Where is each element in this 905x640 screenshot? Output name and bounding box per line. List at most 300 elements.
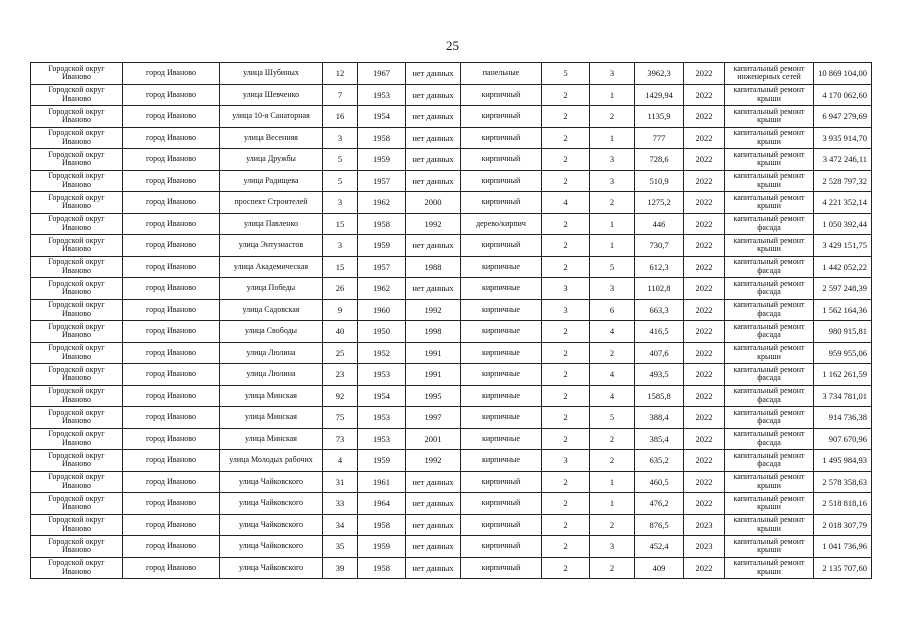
cell-municipality: Городской округ Иваново xyxy=(31,235,123,257)
cell-settlement: город Иваново xyxy=(123,278,220,300)
cell-repair-type: капитальный ремонт фасада xyxy=(725,407,814,429)
cell-house-number: 34 xyxy=(323,514,358,536)
table-row xyxy=(31,471,872,493)
cell-cost: 1 050 392,44 xyxy=(814,213,872,235)
cell-street: улица Люлина xyxy=(220,342,323,364)
cell-entrances: 2 xyxy=(590,106,635,128)
cell-overhaul-year: 1991 xyxy=(406,342,461,364)
cell-wall-material: кирпичный xyxy=(461,170,542,192)
cell-municipality: Городской округ Иваново xyxy=(31,106,123,128)
cell-wall-material: кирпичные xyxy=(461,278,542,300)
cell-repair-year: 2022 xyxy=(684,557,725,579)
cell-house-number: 40 xyxy=(323,321,358,343)
cell-wall-material: кирпичные xyxy=(461,385,542,407)
cell-entrances: 3 xyxy=(590,536,635,558)
cell-wall-material: кирпичные xyxy=(461,321,542,343)
cell-floors: 2 xyxy=(542,235,590,257)
cell-house-number: 33 xyxy=(323,493,358,515)
table-row xyxy=(31,106,872,128)
table-row xyxy=(31,450,872,472)
cell-repair-year: 2022 xyxy=(684,256,725,278)
cell-entrances: 4 xyxy=(590,364,635,386)
cell-settlement: город Иваново xyxy=(123,471,220,493)
cell-repair-year: 2022 xyxy=(684,63,725,85)
cell-entrances: 1 xyxy=(590,493,635,515)
cell-overhaul-year: нет данных xyxy=(406,84,461,106)
cell-repair-type: капитальный ремонт фасада xyxy=(725,385,814,407)
cell-repair-year: 2022 xyxy=(684,149,725,171)
cell-wall-material: кирпичные xyxy=(461,364,542,386)
cell-entrances: 2 xyxy=(590,192,635,214)
cell-wall-material: кирпичный xyxy=(461,235,542,257)
cell-floors: 2 xyxy=(542,428,590,450)
cell-settlement: город Иваново xyxy=(123,213,220,235)
cell-settlement: город Иваново xyxy=(123,84,220,106)
cell-repair-year: 2022 xyxy=(684,278,725,300)
cell-settlement: город Иваново xyxy=(123,450,220,472)
cell-repair-year: 2022 xyxy=(684,471,725,493)
cell-build-year: 1960 xyxy=(358,299,406,321)
cell-build-year: 1953 xyxy=(358,364,406,386)
cell-street: улица Чайковского xyxy=(220,493,323,515)
cell-repair-type: капитальный ремонт фасада xyxy=(725,428,814,450)
cell-overhaul-year: 1995 xyxy=(406,385,461,407)
table-row xyxy=(31,256,872,278)
cell-cost: 4 170 062,60 xyxy=(814,84,872,106)
table-row xyxy=(31,299,872,321)
cell-build-year: 1952 xyxy=(358,342,406,364)
cell-house-number: 35 xyxy=(323,536,358,558)
cell-build-year: 1954 xyxy=(358,385,406,407)
cell-repair-type: капитальный ремонт крыши xyxy=(725,493,814,515)
cell-area: 777 xyxy=(635,127,684,149)
cell-repair-year: 2022 xyxy=(684,192,725,214)
cell-street: улица Весенняя xyxy=(220,127,323,149)
cell-cost: 4 221 352,14 xyxy=(814,192,872,214)
cell-entrances: 1 xyxy=(590,127,635,149)
cell-build-year: 1958 xyxy=(358,213,406,235)
cell-settlement: город Иваново xyxy=(123,536,220,558)
cell-repair-type: капитальный ремонт крыши xyxy=(725,514,814,536)
cell-area: 493,5 xyxy=(635,364,684,386)
cell-area: 3962,3 xyxy=(635,63,684,85)
cell-build-year: 1958 xyxy=(358,557,406,579)
cell-house-number: 7 xyxy=(323,84,358,106)
cell-build-year: 1950 xyxy=(358,321,406,343)
cell-municipality: Городской округ Иваново xyxy=(31,256,123,278)
cell-build-year: 1964 xyxy=(358,493,406,515)
cell-wall-material: кирпичный xyxy=(461,557,542,579)
cell-repair-type: капитальный ремонт крыши xyxy=(725,557,814,579)
cell-cost: 3 472 246,11 xyxy=(814,149,872,171)
cell-repair-year: 2022 xyxy=(684,407,725,429)
cell-house-number: 4 xyxy=(323,450,358,472)
cell-repair-type: капитальный ремонт крыши xyxy=(725,536,814,558)
cell-street: улица Шевченко xyxy=(220,84,323,106)
cell-repair-year: 2022 xyxy=(684,127,725,149)
cell-build-year: 1967 xyxy=(358,63,406,85)
cell-floors: 2 xyxy=(542,127,590,149)
cell-floors: 2 xyxy=(542,213,590,235)
cell-street: улица Энтузиастов xyxy=(220,235,323,257)
cell-area: 635,2 xyxy=(635,450,684,472)
cell-municipality: Городской округ Иваново xyxy=(31,557,123,579)
cell-settlement: город Иваново xyxy=(123,170,220,192)
cell-settlement: город Иваново xyxy=(123,493,220,515)
cell-area: 663,3 xyxy=(635,299,684,321)
cell-overhaul-year: нет данных xyxy=(406,536,461,558)
cell-wall-material: кирпичный xyxy=(461,106,542,128)
cell-wall-material: кирпичный xyxy=(461,536,542,558)
cell-area: 1585,8 xyxy=(635,385,684,407)
cell-wall-material: кирпичные xyxy=(461,342,542,364)
cell-repair-type: капитальный ремонт крыши xyxy=(725,127,814,149)
cell-settlement: город Иваново xyxy=(123,149,220,171)
cell-house-number: 9 xyxy=(323,299,358,321)
cell-house-number: 39 xyxy=(323,557,358,579)
cell-settlement: город Иваново xyxy=(123,342,220,364)
cell-overhaul-year: нет данных xyxy=(406,471,461,493)
cell-entrances: 1 xyxy=(590,471,635,493)
table-row xyxy=(31,84,872,106)
cell-area: 385,4 xyxy=(635,428,684,450)
table-body xyxy=(31,63,872,579)
cell-repair-year: 2022 xyxy=(684,385,725,407)
table-row xyxy=(31,557,872,579)
cell-cost: 914 736,38 xyxy=(814,407,872,429)
cell-floors: 2 xyxy=(542,364,590,386)
cell-entrances: 6 xyxy=(590,299,635,321)
cell-build-year: 1958 xyxy=(358,127,406,149)
cell-repair-type: капитальный ремонт фасада xyxy=(725,364,814,386)
cell-area: 460,5 xyxy=(635,471,684,493)
cell-entrances: 2 xyxy=(590,514,635,536)
cell-overhaul-year: 1991 xyxy=(406,364,461,386)
cell-settlement: город Иваново xyxy=(123,364,220,386)
cell-repair-type: капитальный ремонт крыши xyxy=(725,342,814,364)
cell-build-year: 1962 xyxy=(358,192,406,214)
cell-area: 1135,9 xyxy=(635,106,684,128)
table-row xyxy=(31,192,872,214)
cell-repair-type: капитальный ремонт фасада xyxy=(725,278,814,300)
cell-cost: 1 162 261,59 xyxy=(814,364,872,386)
cell-repair-type: капитальный ремонт крыши xyxy=(725,170,814,192)
cell-area: 407,6 xyxy=(635,342,684,364)
cell-cost: 907 670,96 xyxy=(814,428,872,450)
cell-overhaul-year: 1992 xyxy=(406,450,461,472)
cell-municipality: Городской округ Иваново xyxy=(31,385,123,407)
cell-wall-material: кирпичные xyxy=(461,407,542,429)
cell-cost: 959 955,06 xyxy=(814,342,872,364)
cell-floors: 2 xyxy=(542,342,590,364)
cell-house-number: 23 xyxy=(323,364,358,386)
cell-floors: 2 xyxy=(542,106,590,128)
cell-floors: 5 xyxy=(542,63,590,85)
cell-floors: 2 xyxy=(542,321,590,343)
cell-street: улица Чайковского xyxy=(220,557,323,579)
cell-settlement: город Иваново xyxy=(123,106,220,128)
cell-municipality: Городской округ Иваново xyxy=(31,471,123,493)
cell-street: улица Шубиных xyxy=(220,63,323,85)
cell-overhaul-year: нет данных xyxy=(406,170,461,192)
cell-cost: 2 135 707,60 xyxy=(814,557,872,579)
cell-settlement: город Иваново xyxy=(123,407,220,429)
cell-municipality: Городской округ Иваново xyxy=(31,321,123,343)
cell-entrances: 1 xyxy=(590,235,635,257)
cell-street: улица Свободы xyxy=(220,321,323,343)
cell-repair-type: капитальный ремонт крыши xyxy=(725,84,814,106)
cell-municipality: Городской округ Иваново xyxy=(31,536,123,558)
cell-settlement: город Иваново xyxy=(123,428,220,450)
cell-floors: 2 xyxy=(542,407,590,429)
cell-repair-year: 2022 xyxy=(684,170,725,192)
cell-area: 416,5 xyxy=(635,321,684,343)
cell-overhaul-year: 1992 xyxy=(406,299,461,321)
cell-house-number: 75 xyxy=(323,407,358,429)
cell-floors: 2 xyxy=(542,493,590,515)
cell-entrances: 5 xyxy=(590,256,635,278)
cell-house-number: 3 xyxy=(323,192,358,214)
cell-street: улица Садовская xyxy=(220,299,323,321)
cell-cost: 6 947 279,69 xyxy=(814,106,872,128)
cell-entrances: 5 xyxy=(590,407,635,429)
cell-build-year: 1957 xyxy=(358,170,406,192)
cell-wall-material: панельные xyxy=(461,63,542,85)
cell-street: улица Люлина xyxy=(220,364,323,386)
cell-repair-type: капитальный ремонт инженерных сетей xyxy=(725,63,814,85)
cell-street: улица Павленко xyxy=(220,213,323,235)
cell-repair-year: 2022 xyxy=(684,84,725,106)
cell-street: улица Дружбы xyxy=(220,149,323,171)
cell-area: 409 xyxy=(635,557,684,579)
table-row xyxy=(31,170,872,192)
cell-area: 1102,8 xyxy=(635,278,684,300)
cell-cost: 1 495 984,93 xyxy=(814,450,872,472)
cell-street: улица Минская xyxy=(220,428,323,450)
cell-overhaul-year: 1992 xyxy=(406,213,461,235)
cell-cost: 1 442 052,22 xyxy=(814,256,872,278)
cell-street: улица 10-я Санаторная xyxy=(220,106,323,128)
cell-entrances: 4 xyxy=(590,321,635,343)
cell-house-number: 15 xyxy=(323,256,358,278)
cell-cost: 980 915,81 xyxy=(814,321,872,343)
cell-entrances: 3 xyxy=(590,63,635,85)
table-row xyxy=(31,149,872,171)
cell-settlement: город Иваново xyxy=(123,127,220,149)
cell-house-number: 31 xyxy=(323,471,358,493)
cell-overhaul-year: 1998 xyxy=(406,321,461,343)
cell-wall-material: кирпичные xyxy=(461,256,542,278)
table-row xyxy=(31,364,872,386)
cell-street: улица Чайковского xyxy=(220,514,323,536)
cell-house-number: 3 xyxy=(323,235,358,257)
cell-floors: 3 xyxy=(542,450,590,472)
cell-repair-type: капитальный ремонт фасада xyxy=(725,299,814,321)
cell-area: 452,4 xyxy=(635,536,684,558)
table-row xyxy=(31,127,872,149)
cell-repair-type: капитальный ремонт крыши xyxy=(725,235,814,257)
cell-area: 1429,94 xyxy=(635,84,684,106)
cell-repair-type: капитальный ремонт фасада xyxy=(725,213,814,235)
cell-wall-material: дерево/кирпич xyxy=(461,213,542,235)
cell-build-year: 1957 xyxy=(358,256,406,278)
cell-house-number: 15 xyxy=(323,213,358,235)
cell-area: 612,3 xyxy=(635,256,684,278)
cell-house-number: 25 xyxy=(323,342,358,364)
cell-overhaul-year: 1997 xyxy=(406,407,461,429)
cell-settlement: город Иваново xyxy=(123,192,220,214)
cell-cost: 3 935 914,70 xyxy=(814,127,872,149)
cell-floors: 2 xyxy=(542,471,590,493)
cell-floors: 2 xyxy=(542,256,590,278)
cell-street: улица Молодых рабочих xyxy=(220,450,323,472)
cell-settlement: город Иваново xyxy=(123,514,220,536)
cell-overhaul-year: нет данных xyxy=(406,235,461,257)
cell-entrances: 2 xyxy=(590,450,635,472)
cell-municipality: Городской округ Иваново xyxy=(31,149,123,171)
cell-house-number: 5 xyxy=(323,149,358,171)
cell-cost: 2 518 818,16 xyxy=(814,493,872,515)
cell-repair-year: 2022 xyxy=(684,342,725,364)
cell-floors: 2 xyxy=(542,385,590,407)
cell-municipality: Городской округ Иваново xyxy=(31,364,123,386)
cell-wall-material: кирпичный xyxy=(461,493,542,515)
cell-repair-type: капитальный ремонт крыши xyxy=(725,471,814,493)
cell-entrances: 3 xyxy=(590,170,635,192)
cell-house-number: 5 xyxy=(323,170,358,192)
cell-settlement: город Иваново xyxy=(123,557,220,579)
cell-municipality: Городской округ Иваново xyxy=(31,428,123,450)
cell-cost: 10 869 104,00 xyxy=(814,63,872,85)
cell-overhaul-year: нет данных xyxy=(406,557,461,579)
cell-overhaul-year: нет данных xyxy=(406,106,461,128)
cell-wall-material: кирпичный xyxy=(461,127,542,149)
cell-settlement: город Иваново xyxy=(123,256,220,278)
table-row xyxy=(31,407,872,429)
cell-entrances: 1 xyxy=(590,84,635,106)
cell-repair-year: 2022 xyxy=(684,299,725,321)
cell-floors: 2 xyxy=(542,84,590,106)
cell-cost: 3 429 151,75 xyxy=(814,235,872,257)
cell-wall-material: кирпичные xyxy=(461,428,542,450)
cell-cost: 1 041 736,96 xyxy=(814,536,872,558)
cell-repair-year: 2022 xyxy=(684,213,725,235)
cell-wall-material: кирпичный xyxy=(461,471,542,493)
cell-build-year: 1959 xyxy=(358,149,406,171)
cell-build-year: 1953 xyxy=(358,84,406,106)
cell-floors: 2 xyxy=(542,149,590,171)
table-row xyxy=(31,536,872,558)
cell-street: улица Минская xyxy=(220,407,323,429)
cell-build-year: 1953 xyxy=(358,428,406,450)
cell-repair-year: 2022 xyxy=(684,364,725,386)
table-row xyxy=(31,428,872,450)
cell-overhaul-year: нет данных xyxy=(406,149,461,171)
cell-repair-type: капитальный ремонт крыши xyxy=(725,192,814,214)
cell-repair-type: капитальный ремонт крыши xyxy=(725,106,814,128)
cell-municipality: Городской округ Иваново xyxy=(31,192,123,214)
cell-floors: 2 xyxy=(542,170,590,192)
cell-overhaul-year: 2000 xyxy=(406,192,461,214)
cell-municipality: Городской округ Иваново xyxy=(31,299,123,321)
cell-cost: 2 578 358,63 xyxy=(814,471,872,493)
cell-build-year: 1954 xyxy=(358,106,406,128)
cell-house-number: 16 xyxy=(323,106,358,128)
cell-entrances: 3 xyxy=(590,149,635,171)
cell-settlement: город Иваново xyxy=(123,63,220,85)
cell-municipality: Городской округ Иваново xyxy=(31,278,123,300)
cell-street: улица Победы xyxy=(220,278,323,300)
cell-cost: 1 562 164,36 xyxy=(814,299,872,321)
cell-settlement: город Иваново xyxy=(123,299,220,321)
cell-repair-year: 2022 xyxy=(684,428,725,450)
cell-municipality: Городской округ Иваново xyxy=(31,407,123,429)
cell-street: улица Чайковского xyxy=(220,536,323,558)
cell-overhaul-year: нет данных xyxy=(406,493,461,515)
cell-repair-year: 2022 xyxy=(684,450,725,472)
cell-municipality: Городской округ Иваново xyxy=(31,127,123,149)
cell-settlement: город Иваново xyxy=(123,235,220,257)
table-row xyxy=(31,213,872,235)
cell-street: улица Академическая xyxy=(220,256,323,278)
cell-municipality: Городской округ Иваново xyxy=(31,170,123,192)
cell-overhaul-year: нет данных xyxy=(406,514,461,536)
table-row xyxy=(31,385,872,407)
page-number: 25 xyxy=(446,38,459,53)
cell-repair-year: 2022 xyxy=(684,235,725,257)
cell-repair-year: 2023 xyxy=(684,536,725,558)
cell-street: улица Радищева xyxy=(220,170,323,192)
housing-repair-table xyxy=(30,62,872,579)
cell-area: 876,5 xyxy=(635,514,684,536)
cell-municipality: Городской округ Иваново xyxy=(31,450,123,472)
table-row xyxy=(31,278,872,300)
cell-street: улица Минская xyxy=(220,385,323,407)
table-row xyxy=(31,342,872,364)
cell-repair-type: капитальный ремонт фасада xyxy=(725,256,814,278)
cell-house-number: 26 xyxy=(323,278,358,300)
cell-repair-year: 2022 xyxy=(684,321,725,343)
cell-area: 510,9 xyxy=(635,170,684,192)
cell-municipality: Городской округ Иваново xyxy=(31,493,123,515)
cell-wall-material: кирпичные xyxy=(461,299,542,321)
cell-area: 728,6 xyxy=(635,149,684,171)
cell-entrances: 2 xyxy=(590,428,635,450)
cell-floors: 4 xyxy=(542,192,590,214)
cell-wall-material: кирпичный xyxy=(461,514,542,536)
cell-entrances: 2 xyxy=(590,342,635,364)
cell-repair-year: 2022 xyxy=(684,106,725,128)
table-row xyxy=(31,514,872,536)
table-row xyxy=(31,63,872,85)
cell-build-year: 1962 xyxy=(358,278,406,300)
table-row xyxy=(31,235,872,257)
cell-entrances: 3 xyxy=(590,278,635,300)
cell-municipality: Городской округ Иваново xyxy=(31,342,123,364)
cell-overhaul-year: нет данных xyxy=(406,127,461,149)
cell-wall-material: кирпичный xyxy=(461,84,542,106)
cell-house-number: 3 xyxy=(323,127,358,149)
cell-repair-type: капитальный ремонт фасада xyxy=(725,321,814,343)
cell-wall-material: кирпичный xyxy=(461,192,542,214)
cell-wall-material: кирпичный xyxy=(461,149,542,171)
cell-cost: 3 734 781,01 xyxy=(814,385,872,407)
cell-build-year: 1959 xyxy=(358,235,406,257)
cell-build-year: 1953 xyxy=(358,407,406,429)
table-row xyxy=(31,321,872,343)
cell-settlement: город Иваново xyxy=(123,385,220,407)
cell-repair-type: капитальный ремонт фасада xyxy=(725,450,814,472)
